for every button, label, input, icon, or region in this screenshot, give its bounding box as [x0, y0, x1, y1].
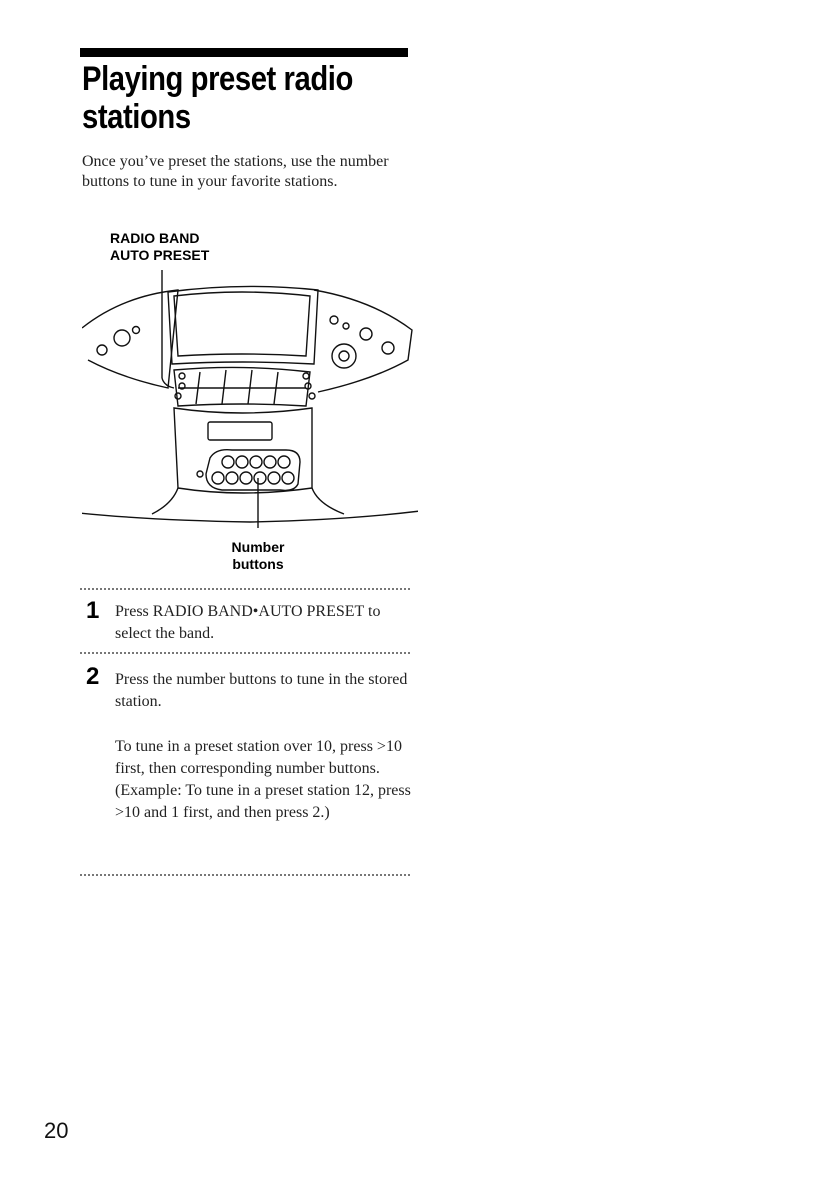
number-button-8 — [240, 472, 252, 484]
right-knob-small — [330, 316, 338, 324]
step-1-number: 1 — [86, 597, 100, 624]
number-button-2 — [236, 456, 248, 468]
number-button-7 — [226, 472, 238, 484]
display-window — [208, 422, 272, 440]
radio-band-auto-preset-label — [110, 230, 209, 264]
step-2-text: Press the number buttons to tune in the stored station. — [115, 671, 408, 710]
page-number: 20 — [44, 1118, 69, 1143]
note-line-1: To tune in a preset station over 10, press >10 first, then corresponding number buttons. — [115, 738, 402, 777]
note-block — [115, 736, 415, 824]
right-speaker-wing — [314, 290, 412, 392]
side-button-r3 — [309, 393, 315, 399]
note-line-2: (Example: To tune in a preset station 12, press >10 and 1 first, and then press 2.) — [115, 782, 411, 821]
number-buttons-label — [228, 539, 288, 573]
number-button-4 — [264, 456, 276, 468]
number-button-9 — [254, 472, 266, 484]
control-strip — [174, 367, 310, 406]
step-divider-3 — [80, 874, 410, 876]
number-button-5 — [278, 456, 290, 468]
side-button-l1 — [179, 373, 185, 379]
step-divider-2 — [80, 652, 410, 654]
number-button-over10 — [282, 472, 294, 484]
number-label: Number — [231, 539, 285, 555]
side-button-l3 — [175, 393, 181, 399]
volume-dial — [332, 344, 356, 368]
cd-lid — [168, 286, 318, 364]
cd-radio-illustration — [82, 268, 418, 528]
intro-paragraph: Once you’ve preset the stations, use the number buttons to tune in your favorite stations. — [82, 153, 389, 190]
page-title: Playing preset radio stations — [82, 60, 353, 136]
step-1-text: Press RADIO BAND•AUTO PRESET to select the band. — [115, 603, 381, 642]
side-button-r1 — [303, 373, 309, 379]
radio-band-label: RADIO BAND — [110, 230, 200, 246]
base-right-foot — [312, 488, 344, 514]
auto-preset-label: AUTO PRESET — [110, 247, 210, 263]
base-left-foot — [152, 488, 178, 514]
number-button-1 — [222, 456, 234, 468]
base-curve — [82, 510, 418, 522]
button-divider-2 — [222, 370, 226, 404]
right-knob-medium — [343, 323, 349, 329]
number-button-6 — [212, 472, 224, 484]
top-rule — [80, 48, 408, 57]
right-knob-lower — [382, 342, 394, 354]
number-button-10 — [268, 472, 280, 484]
left-knob-small — [133, 327, 140, 334]
volume-dial-center — [339, 351, 349, 361]
right-knob-large — [360, 328, 372, 340]
button-divider-3 — [248, 370, 252, 404]
number-button-aux — [197, 471, 203, 477]
buttons-label: buttons — [232, 556, 284, 572]
step-divider-1 — [80, 588, 410, 590]
left-knob-large — [114, 330, 130, 346]
number-button-3 — [250, 456, 262, 468]
cd-lid-window — [174, 292, 310, 356]
left-knob-lower — [97, 345, 107, 355]
step-2-number: 2 — [86, 663, 100, 690]
